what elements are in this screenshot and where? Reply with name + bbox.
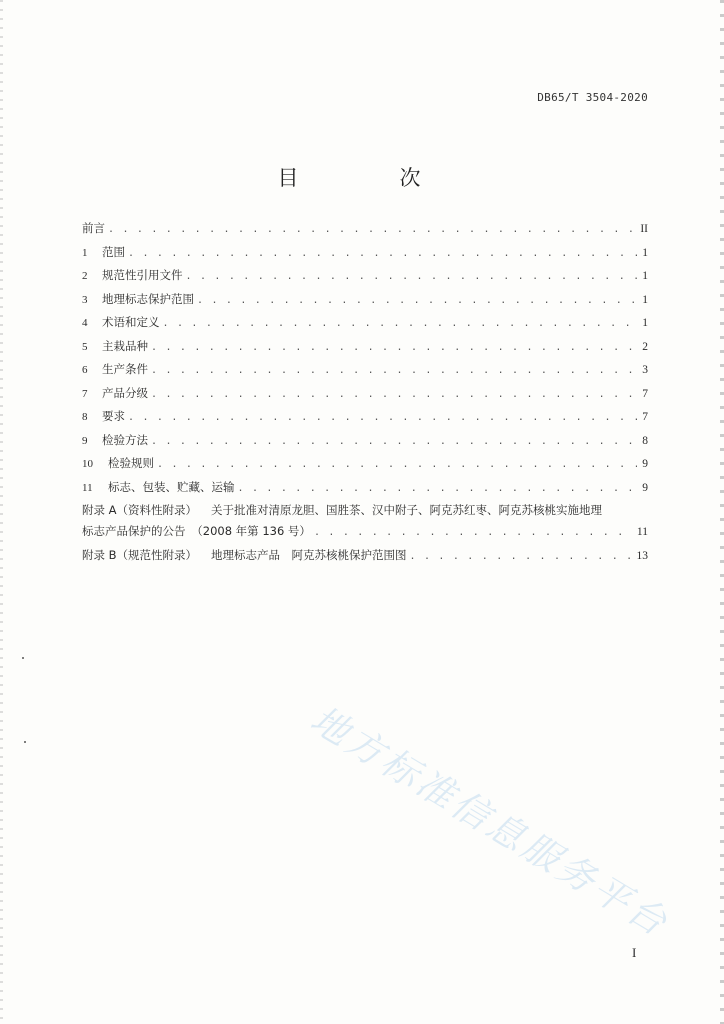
scan-edge-right	[720, 0, 724, 1024]
leader-dots	[128, 248, 637, 259]
page-number: I	[632, 945, 637, 960]
toc-entry-label: 主栽品种	[102, 338, 148, 353]
toc-entry-number: 8	[82, 411, 88, 423]
toc-entry-number: 3	[82, 293, 88, 306]
toc-entry-number: 2	[82, 270, 88, 282]
watermark: 地方标准信息服务平台	[303, 697, 677, 946]
toc-entry-label: 前言	[82, 221, 105, 235]
leader-dots	[163, 318, 638, 329]
toc-entry-1[interactable]	[82, 244, 648, 268]
toc-entry-label: 检验规则	[108, 456, 154, 470]
toc-entry-5[interactable]	[82, 338, 648, 362]
toc-entry-label: 产品分级	[102, 385, 148, 400]
toc-entry-label: 检验方法	[102, 432, 148, 447]
appendix-prefix: 附录 B（规范性附录）	[82, 547, 198, 562]
toc-appendix-a-continuation[interactable]	[82, 523, 648, 547]
toc-entry-number: 5	[82, 340, 88, 353]
leader-dots	[157, 459, 637, 470]
toc-entry-page: 1	[642, 270, 648, 282]
toc-entry-page: 1	[642, 246, 648, 259]
appendix-title-line2: 标志产品保护的公告 （2008 年第 136 号）	[82, 524, 311, 538]
toc-entry-foreword[interactable]	[82, 220, 648, 244]
toc-entry-6[interactable]	[82, 361, 648, 385]
toc-entry-4[interactable]	[82, 314, 648, 338]
toc-entry-page: 7	[642, 411, 648, 423]
toc-entry-page: 2	[642, 340, 648, 353]
leader-dots	[151, 436, 637, 447]
toc-entry-number: 4	[82, 317, 88, 329]
appendix-title-line1: 地理标志产品 阿克苏核桃保护范围图	[211, 547, 407, 562]
toc-entry-page: 8	[642, 434, 648, 447]
toc-entry-number: 7	[82, 387, 88, 400]
table-of-contents	[82, 220, 648, 570]
toc-entry-page: 3	[642, 364, 648, 376]
toc-entry-label: 生产条件	[102, 362, 148, 376]
toc-entry-page: 1	[642, 317, 648, 329]
leader-dots	[151, 342, 637, 353]
toc-entry-page: 11	[636, 526, 648, 538]
toc-entry-page: 9	[642, 458, 648, 470]
scan-edge-left	[0, 0, 3, 1024]
leader-dots	[186, 271, 638, 282]
toc-title: 目 次	[277, 166, 461, 190]
scan-speck	[22, 657, 24, 659]
leader-dots	[314, 527, 634, 538]
toc-entry-11[interactable]	[82, 479, 648, 503]
leader-dots	[410, 551, 634, 562]
toc-entry-page: 7	[642, 387, 648, 400]
toc-entry-label: 地理标志保护范围	[102, 291, 194, 306]
toc-entry-number: 1	[82, 246, 88, 259]
toc-entry-label: 要求	[102, 409, 125, 423]
toc-entry-page: 1	[642, 293, 648, 306]
toc-entry-number: 10	[82, 458, 93, 470]
toc-appendix-a[interactable]	[82, 502, 648, 523]
leader-dots	[151, 365, 637, 376]
toc-entry-label: 标志、包装、贮藏、运输	[108, 479, 235, 494]
toc-entry-number: 9	[82, 434, 88, 447]
toc-appendix-b[interactable]	[82, 547, 648, 571]
scan-speck	[24, 741, 26, 743]
toc-entry-label: 范围	[102, 244, 125, 259]
standard-code: DB65/T 3504-2020	[537, 91, 648, 104]
toc-entry-page: II	[640, 223, 648, 235]
leader-dots	[197, 295, 637, 306]
toc-entry-10[interactable]	[82, 455, 648, 479]
appendix-title-line1: 关于批准对清原龙胆、国胜茶、汉中附子、阿克苏红枣、阿克苏核桃实施地理	[211, 503, 603, 517]
leader-dots	[128, 412, 637, 423]
toc-entry-2[interactable]	[82, 267, 648, 291]
toc-entry-8[interactable]	[82, 408, 648, 432]
toc-entry-number: 6	[82, 364, 88, 376]
toc-entry-7[interactable]	[82, 385, 648, 409]
appendix-prefix: 附录 A（资料性附录）	[82, 503, 198, 517]
toc-entry-page: 9	[642, 481, 648, 494]
toc-entry-page: 13	[636, 549, 648, 562]
toc-entry-9[interactable]	[82, 432, 648, 456]
toc-entry-3[interactable]	[82, 291, 648, 315]
leader-dots	[238, 483, 638, 494]
leader-dots	[151, 389, 637, 400]
toc-entry-number: 11	[82, 481, 93, 494]
leader-dots	[108, 224, 637, 235]
toc-entry-label: 规范性引用文件	[102, 268, 183, 282]
toc-entry-label: 术语和定义	[102, 315, 160, 329]
